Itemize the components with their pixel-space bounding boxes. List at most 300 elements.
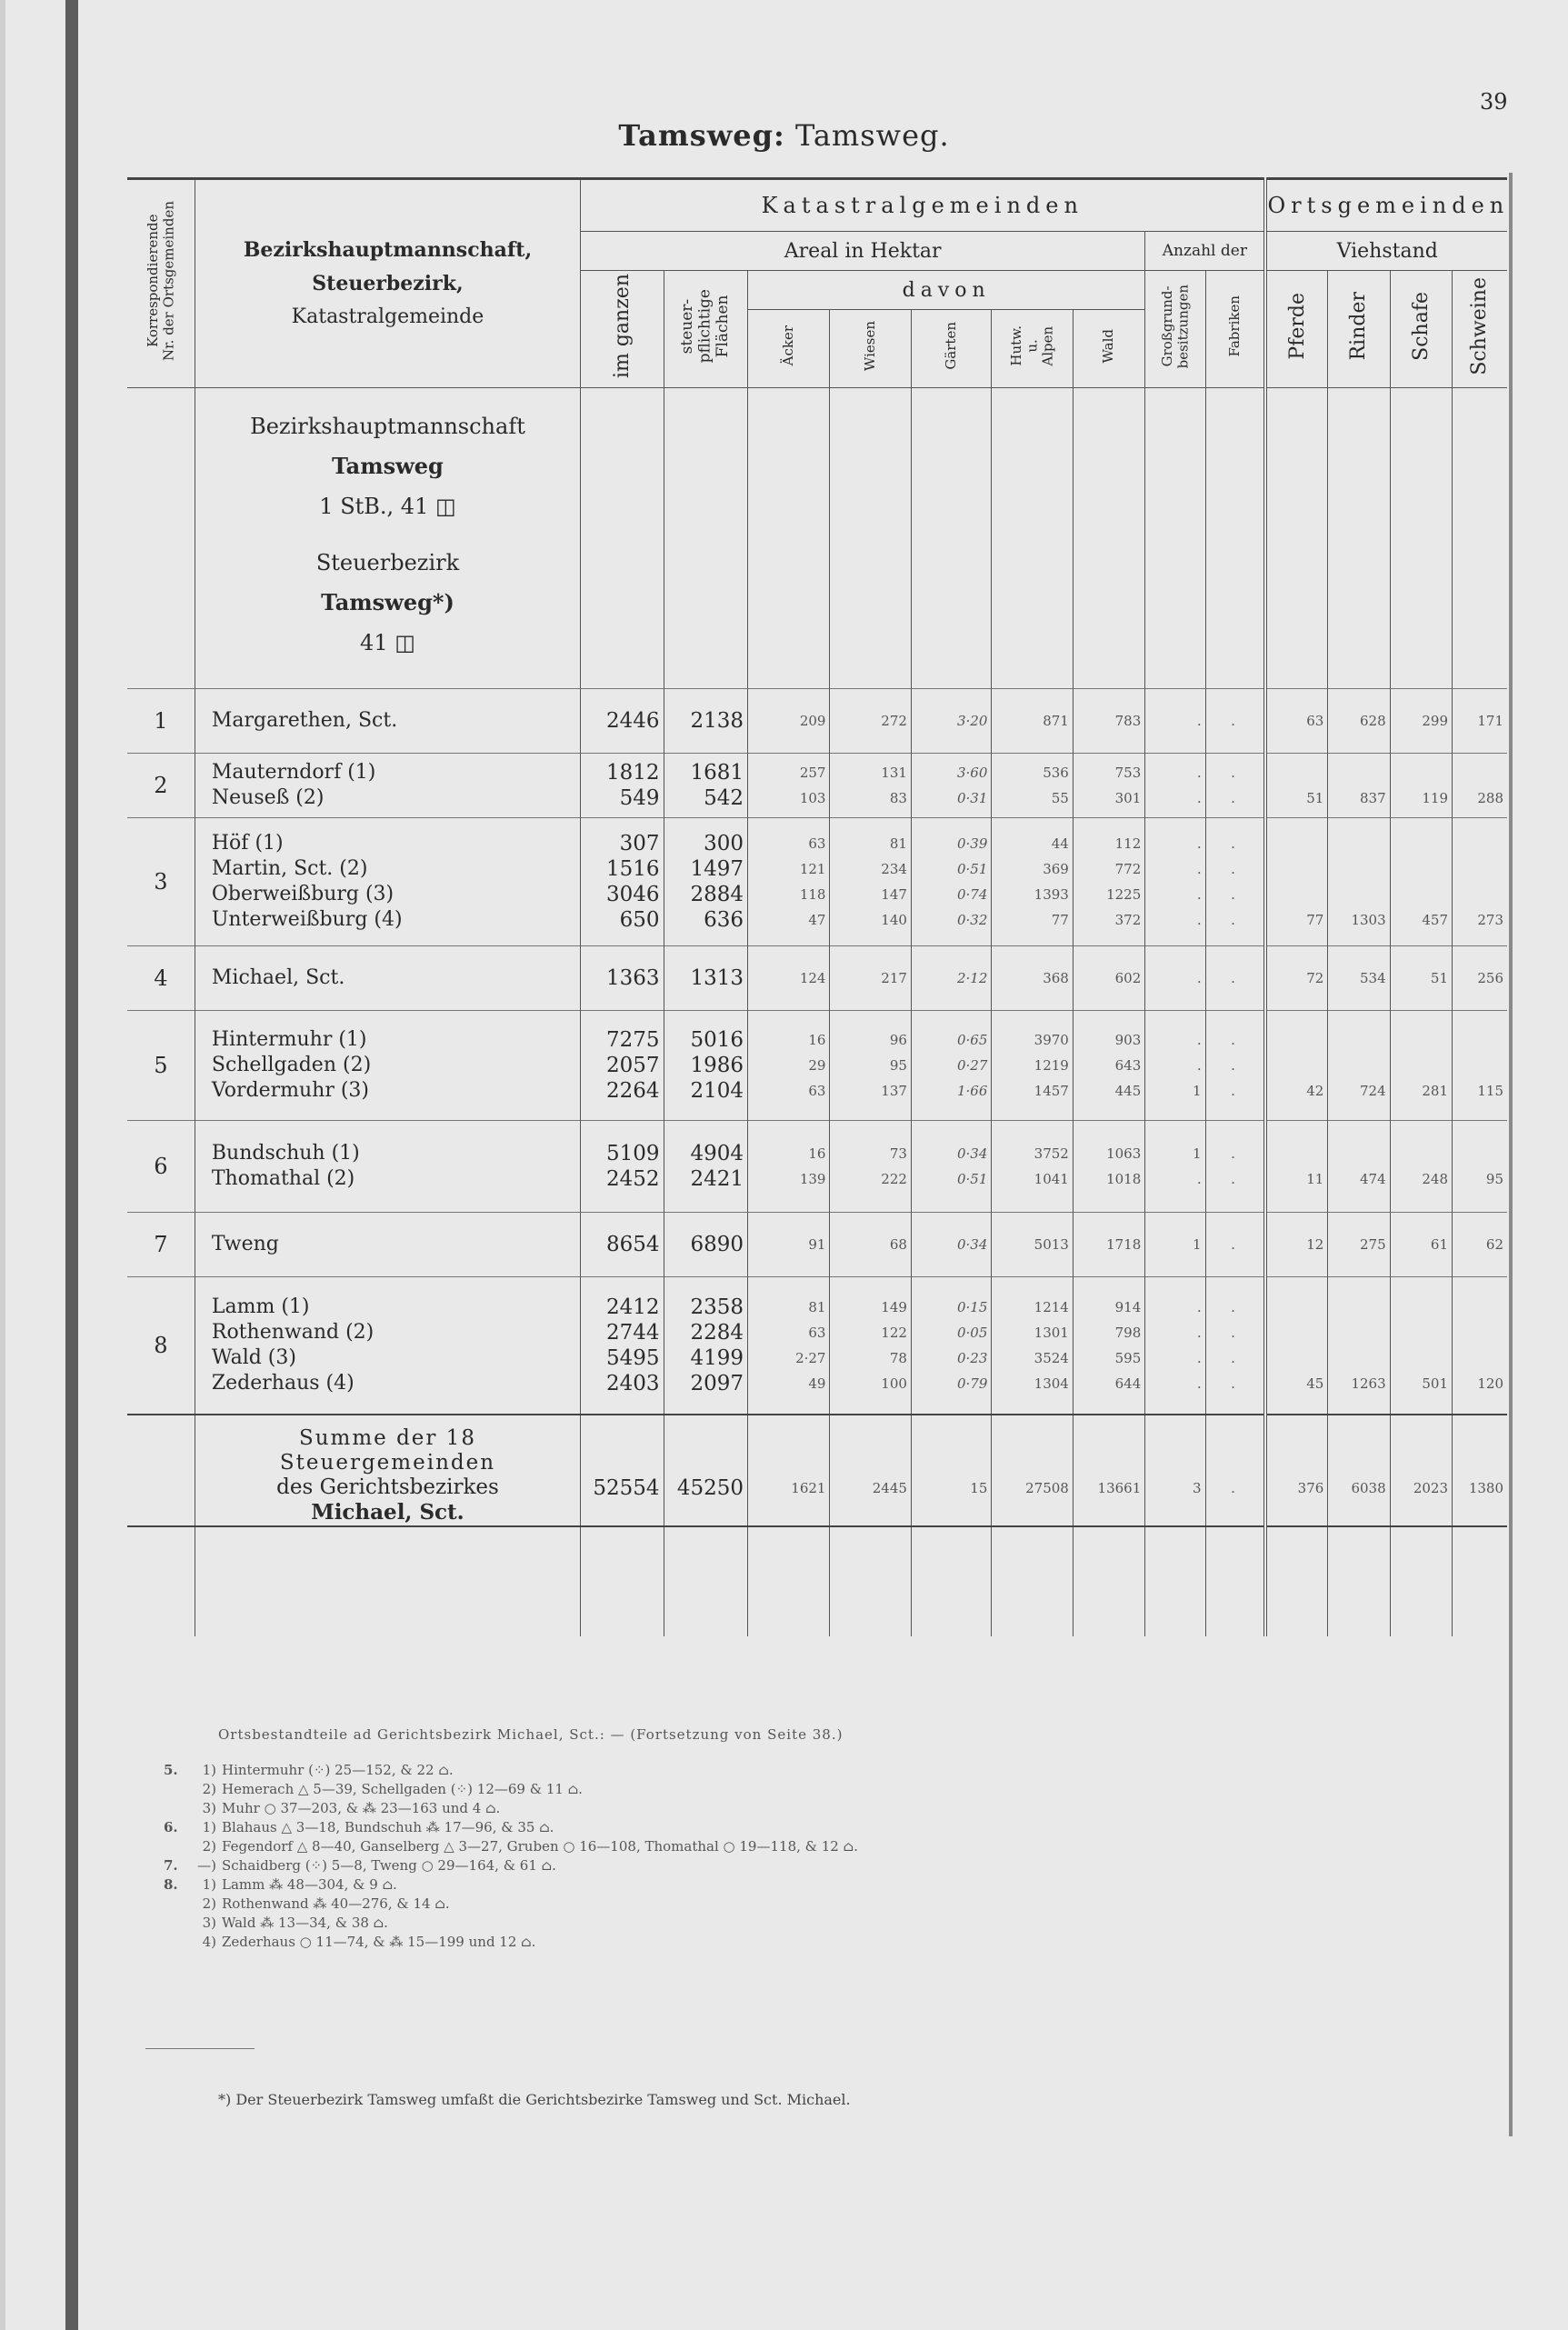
- katastral-name: Bundschuh (1): [211, 1142, 360, 1165]
- value-wald: 798: [1114, 1325, 1142, 1341]
- row-nr: 2: [127, 754, 195, 818]
- value-steuer: 6890: [690, 1233, 744, 1256]
- summary-steuer: 45250: [664, 1415, 747, 1526]
- cell-steuer: [664, 1121, 747, 1213]
- cell-pferde: 72: [1265, 946, 1327, 1011]
- cell-schweine: 120: [1453, 1277, 1508, 1415]
- katastral-name: Tweng: [211, 1233, 279, 1255]
- value-ganz: 5109: [606, 1142, 660, 1165]
- value-hutw: 369: [1043, 861, 1069, 877]
- cell-pferde: 51: [1265, 754, 1327, 818]
- cell-schweine: 95: [1453, 1121, 1508, 1213]
- summary-label: Summe der 18 Steuergemeinden des Gerichtsbezirkes Michael, Sct.: [195, 1415, 580, 1526]
- row-names: [195, 1121, 580, 1213]
- katastral-name: Oberweißburg (3): [211, 883, 394, 905]
- cell-fabr: [1205, 1277, 1265, 1415]
- value-steuer: 2358: [690, 1295, 744, 1319]
- summary-aecker: 1621: [748, 1415, 830, 1526]
- footnote-index: 2): [202, 1838, 216, 1855]
- footnote-text: Schaidberg (⁘) 5—8, Tweng ○ 29—164, & 61 ⌂.: [222, 1857, 556, 1874]
- value-fabr: .: [1231, 1299, 1235, 1315]
- footnote-group: 7.: [164, 1857, 178, 1874]
- cell-wald: [1073, 818, 1144, 946]
- cell-rinder: 724: [1328, 1011, 1390, 1121]
- value-hutw: 1041: [1034, 1171, 1069, 1187]
- footnote-group: [164, 1780, 184, 1799]
- footnote-item: [164, 1895, 1436, 1914]
- value-steuer: 2097: [690, 1372, 744, 1395]
- footnote-item: [164, 1799, 1436, 1818]
- footnote-item: [164, 1780, 1436, 1799]
- footnote-text: Wald ⁂ 13—34, & 38 ⌂.: [222, 1915, 388, 1931]
- header-gaerten: Gärten: [911, 310, 991, 388]
- page-border-right: [1509, 173, 1513, 2136]
- value-wiesen: 222: [881, 1171, 907, 1187]
- footnotes-list: [164, 1761, 1436, 1952]
- value-hutw: 77: [1051, 912, 1069, 928]
- header-fabriken: Fabriken: [1205, 271, 1265, 388]
- cell-schafe: 61: [1390, 1213, 1452, 1277]
- value-steuer: 2421: [690, 1167, 744, 1191]
- value-wald: 445: [1114, 1083, 1142, 1099]
- katastral-name: Wald (3): [211, 1346, 296, 1369]
- header-anzahl: Anzahl der: [1145, 232, 1266, 271]
- value-aecker: 63: [808, 1083, 826, 1099]
- value-ganz: 650: [619, 908, 660, 932]
- header-pferde: Pferde: [1265, 271, 1327, 388]
- header-name: Bezirkshauptmannschaft, Steuerbezirk, Katastralgemeinde: [195, 179, 580, 388]
- value-hutw: 3970: [1034, 1032, 1069, 1048]
- row-names: [195, 946, 580, 1011]
- value-gross: .: [1196, 886, 1202, 903]
- value-fabr: .: [1231, 1145, 1235, 1162]
- katastral-name: Michael, Sct.: [211, 966, 345, 989]
- row-names: [195, 1213, 580, 1277]
- row-nr: 6: [127, 1121, 195, 1213]
- value-steuer: 4904: [690, 1142, 744, 1165]
- value-wiesen: 68: [889, 1236, 907, 1253]
- value-gaerten: 0·34: [956, 1145, 988, 1162]
- value-fabr: .: [1231, 790, 1235, 806]
- cell-schafe: 51: [1390, 946, 1452, 1011]
- value-wald: 1063: [1106, 1145, 1142, 1162]
- footnote-text: Fegendorf △ 8—40, Ganselberg △ 3—27, Gruben ○ 16—108, Thomathal ○ 19—118, & 12 ⌂.: [222, 1838, 858, 1855]
- row-nr: 7: [127, 1213, 195, 1277]
- value-hutw: 1214: [1034, 1299, 1069, 1315]
- value-hutw: 55: [1051, 790, 1069, 806]
- value-ganz: 1363: [606, 966, 660, 990]
- value-gross: 1: [1193, 1083, 1202, 1099]
- footnotes: [164, 1725, 1436, 1952]
- value-aecker: 103: [799, 790, 826, 806]
- table-row: [127, 1213, 1507, 1277]
- cell-aecker: [748, 1121, 830, 1213]
- cell-wiesen: [830, 946, 911, 1011]
- cell-fabr: [1205, 1121, 1265, 1213]
- cell-schweine: 115: [1453, 1011, 1508, 1121]
- value-aecker: 81: [808, 1299, 826, 1315]
- footnote-group: [164, 1799, 184, 1818]
- value-hutw: 1219: [1034, 1057, 1069, 1074]
- value-wald: 372: [1114, 912, 1142, 928]
- value-steuer: 5016: [690, 1028, 744, 1052]
- cell-hutw: [992, 1277, 1073, 1415]
- cell-gross: [1145, 1213, 1205, 1277]
- footnote-group: 5.: [164, 1762, 178, 1778]
- table-row: [127, 1011, 1507, 1121]
- value-ganz: 2057: [606, 1054, 660, 1077]
- binding-strip: [65, 0, 78, 2330]
- value-steuer: 542: [704, 786, 744, 810]
- footnote-text: Blahaus △ 3—18, Bundschuh ⁂ 17—96, & 35 ⌂.: [222, 1819, 554, 1835]
- cell-steuer: [664, 1213, 747, 1277]
- cell-fabr: [1205, 689, 1265, 754]
- cell-rinder: 628: [1328, 689, 1390, 754]
- value-wald: 644: [1114, 1375, 1142, 1392]
- intro-row: [127, 388, 1507, 689]
- value-gross: .: [1196, 765, 1202, 781]
- header-katastral: Katastralgemeinden: [581, 179, 1266, 232]
- katastral-name: Lamm (1): [211, 1295, 310, 1318]
- value-gross: .: [1196, 1325, 1202, 1341]
- row-names: [195, 818, 580, 946]
- katastral-name: Unterweißburg (4): [211, 908, 403, 931]
- value-ganz: 307: [619, 832, 660, 855]
- table-row: [127, 818, 1507, 946]
- value-wiesen: 83: [889, 790, 907, 806]
- value-wiesen: 149: [881, 1299, 907, 1315]
- cell-fabr: [1205, 1011, 1265, 1121]
- value-aecker: 121: [799, 861, 826, 877]
- cell-wiesen: [830, 1277, 911, 1415]
- value-wiesen: 137: [881, 1083, 907, 1099]
- footnote-index: 2): [202, 1895, 216, 1912]
- footnote-group: 8.: [164, 1876, 178, 1893]
- value-ganz: 5495: [606, 1346, 660, 1370]
- cell-wiesen: [830, 689, 911, 754]
- footnote-index: 2): [202, 1781, 216, 1797]
- cell-wiesen: [830, 1011, 911, 1121]
- footnote-group: [164, 1914, 184, 1933]
- cell-schweine: 256: [1453, 946, 1508, 1011]
- cell-aecker: [748, 1213, 830, 1277]
- value-gaerten: 0·51: [956, 861, 988, 877]
- cell-ganz: [581, 689, 664, 754]
- value-wiesen: 81: [889, 835, 907, 852]
- cell-rinder: 534: [1328, 946, 1390, 1011]
- value-gross: 1: [1193, 1236, 1202, 1253]
- value-aecker: 16: [808, 1145, 826, 1162]
- header-wiesen: Wiesen: [830, 310, 911, 388]
- cell-fabr: [1205, 754, 1265, 818]
- cell-schafe: 457: [1390, 818, 1452, 946]
- cell-rinder: 1263: [1328, 1277, 1390, 1415]
- trailing-blank-row: [127, 1526, 1507, 1636]
- value-gross: .: [1196, 835, 1202, 852]
- katastral-name: Neuseß (2): [211, 786, 325, 809]
- value-wald: 772: [1114, 861, 1142, 877]
- cell-steuer: [664, 754, 747, 818]
- cell-rinder: 837: [1328, 754, 1390, 818]
- value-aecker: 124: [799, 970, 826, 986]
- value-hutw: 3752: [1034, 1145, 1069, 1162]
- cell-pferde: 45: [1265, 1277, 1327, 1415]
- value-wiesen: 122: [881, 1325, 907, 1341]
- cell-wald: [1073, 1121, 1144, 1213]
- header-nr: Korrespondierende Nr. der Ortsgemeinden: [127, 179, 195, 388]
- row-nr: 4: [127, 946, 195, 1011]
- header-gross: Großgrund- besitzungen: [1145, 271, 1205, 388]
- cell-rinder: 1303: [1328, 818, 1390, 946]
- value-wald: 595: [1114, 1350, 1142, 1366]
- value-gaerten: 0·23: [956, 1350, 988, 1366]
- cell-schafe: 501: [1390, 1277, 1452, 1415]
- footnote-group: [164, 1895, 184, 1914]
- value-steuer: 1313: [690, 966, 744, 990]
- summary-gross: 3: [1145, 1415, 1205, 1526]
- value-ganz: 1812: [606, 761, 660, 785]
- cell-steuer: [664, 946, 747, 1011]
- header-ganzen: im ganzen: [581, 271, 664, 388]
- footnote-rule: [145, 2048, 255, 2049]
- table-row: [127, 754, 1507, 818]
- value-gaerten: 0·27: [956, 1057, 988, 1074]
- value-ganz: 3046: [606, 883, 660, 906]
- value-steuer: 2884: [690, 883, 744, 906]
- cell-schafe: 248: [1390, 1121, 1452, 1213]
- cell-aecker: [748, 1277, 830, 1415]
- value-ganz: 549: [619, 786, 660, 810]
- cell-gaerten: [911, 1011, 991, 1121]
- footnote-index: —): [197, 1857, 216, 1874]
- footnote-item: [164, 1875, 1436, 1895]
- value-wiesen: 100: [881, 1375, 907, 1392]
- header-wald: Wald: [1073, 310, 1144, 388]
- value-gross: .: [1196, 861, 1202, 877]
- value-fabr: .: [1231, 1032, 1235, 1048]
- cell-hutw: [992, 818, 1073, 946]
- table-row: [127, 1121, 1507, 1213]
- value-hutw: 44: [1051, 835, 1069, 852]
- table-row: [127, 946, 1507, 1011]
- cell-aecker: [748, 818, 830, 946]
- katastral-name: Schellgaden (2): [211, 1054, 372, 1076]
- value-hutw: 1301: [1034, 1325, 1069, 1341]
- value-aecker: 139: [799, 1171, 826, 1187]
- value-wald: 903: [1114, 1032, 1142, 1048]
- header-hutw: Hutw. u. Alpen: [992, 310, 1073, 388]
- value-fabr: .: [1231, 970, 1235, 986]
- page-edge: [0, 0, 5, 2330]
- cell-gaerten: [911, 818, 991, 946]
- cell-steuer: [664, 1011, 747, 1121]
- value-gross: 1: [1193, 1145, 1202, 1162]
- value-steuer: 2284: [690, 1321, 744, 1345]
- row-nr: 1: [127, 689, 195, 754]
- page-title-bold: Tamsweg:: [618, 118, 785, 153]
- summary-wald: 13661: [1073, 1415, 1144, 1526]
- value-ganz: 2403: [606, 1372, 660, 1395]
- value-steuer: 4199: [690, 1346, 744, 1370]
- header-davon: davon: [748, 271, 1145, 310]
- value-ganz: 2446: [606, 709, 660, 733]
- cell-wiesen: [830, 1121, 911, 1213]
- value-ganz: 2412: [606, 1295, 660, 1319]
- value-fabr: .: [1231, 861, 1235, 877]
- value-gaerten: 1·66: [956, 1083, 988, 1099]
- header-viehstand: Viehstand: [1265, 232, 1507, 271]
- cell-fabr: [1205, 1213, 1265, 1277]
- row-nr: 5: [127, 1011, 195, 1121]
- cell-schweine: 288: [1453, 754, 1508, 818]
- header-ortsgemeinden: Ortsgemeinden: [1265, 179, 1507, 232]
- table-row: [127, 689, 1507, 754]
- summary-row: [127, 1415, 1507, 1526]
- footnote-text: Zederhaus ○ 11—74, & ⁂ 15—199 und 12 ⌂.: [222, 1934, 536, 1950]
- cell-ganz: [581, 1213, 664, 1277]
- value-hutw: 871: [1043, 713, 1069, 729]
- page-title-rest: Tamsweg.: [784, 118, 950, 153]
- row-names: [195, 1277, 580, 1415]
- value-hutw: 1304: [1034, 1375, 1069, 1392]
- footnote-text: Lamm ⁂ 48—304, & 9 ⌂.: [222, 1876, 397, 1893]
- value-gross: .: [1196, 1057, 1202, 1074]
- value-aecker: 257: [799, 765, 826, 781]
- value-aecker: 16: [808, 1032, 826, 1048]
- value-hutw: 5013: [1034, 1236, 1069, 1253]
- value-hutw: 536: [1043, 765, 1069, 781]
- value-steuer: 2138: [690, 709, 744, 733]
- value-fabr: .: [1231, 912, 1235, 928]
- footnote-group: 6.: [164, 1819, 178, 1835]
- footnote-item: [164, 1818, 1436, 1837]
- cell-pferde: 63: [1265, 689, 1327, 754]
- value-wiesen: 234: [881, 861, 907, 877]
- intro-block: Bezirkshauptmannschaft Tamsweg 1 StB., 41 ◫ Steuerbezirk Tamsweg*) 41 ◫: [195, 388, 580, 689]
- value-steuer: 300: [704, 832, 744, 855]
- footnote-group: [164, 1933, 184, 1952]
- value-wald: 112: [1114, 835, 1142, 852]
- cell-gross: [1145, 818, 1205, 946]
- value-gross: .: [1196, 1032, 1202, 1048]
- cell-ganz: [581, 818, 664, 946]
- cell-wald: [1073, 1277, 1144, 1415]
- value-wiesen: 217: [881, 970, 907, 986]
- value-steuer: 1986: [690, 1054, 744, 1077]
- cell-gross: [1145, 1011, 1205, 1121]
- value-hutw: 3524: [1034, 1350, 1069, 1366]
- value-wald: 1018: [1106, 1171, 1142, 1187]
- value-wald: 753: [1114, 765, 1142, 781]
- cell-wiesen: [830, 754, 911, 818]
- katastral-name: Martin, Sct. (2): [211, 857, 368, 880]
- table-row: [127, 1277, 1507, 1415]
- value-fabr: .: [1231, 1325, 1235, 1341]
- summary-schafe: 2023: [1390, 1415, 1452, 1526]
- value-gross: .: [1196, 1350, 1202, 1366]
- cell-gross: [1145, 946, 1205, 1011]
- cell-aecker: [748, 1011, 830, 1121]
- cell-ganz: [581, 946, 664, 1011]
- value-wald: 1225: [1106, 886, 1142, 903]
- value-aecker: 63: [808, 835, 826, 852]
- footnote-item: [164, 1837, 1436, 1856]
- value-ganz: 2744: [606, 1321, 660, 1345]
- cell-pferde: 12: [1265, 1213, 1327, 1277]
- value-wiesen: 147: [881, 886, 907, 903]
- value-gaerten: 0·65: [956, 1032, 988, 1048]
- summary-gaerten: 15: [911, 1415, 991, 1526]
- row-nr: 3: [127, 818, 195, 946]
- cell-wald: [1073, 1011, 1144, 1121]
- value-fabr: .: [1231, 835, 1235, 852]
- cell-gross: [1145, 1121, 1205, 1213]
- value-wald: 914: [1114, 1299, 1142, 1315]
- value-gaerten: 0·15: [956, 1299, 988, 1315]
- footnote-index: 4): [202, 1934, 216, 1950]
- value-wald: 783: [1114, 713, 1142, 729]
- cell-gaerten: [911, 1213, 991, 1277]
- cell-pferde: 77: [1265, 818, 1327, 946]
- katastral-name: Margarethen, Sct.: [211, 709, 398, 732]
- katastral-name: Zederhaus (4): [211, 1372, 355, 1395]
- value-fabr: .: [1231, 1375, 1235, 1392]
- header-aecker: Äcker: [748, 310, 830, 388]
- cell-aecker: [748, 754, 830, 818]
- header-schweine: Schweine: [1453, 271, 1508, 388]
- value-gaerten: 0·31: [956, 790, 988, 806]
- value-gross: .: [1196, 790, 1202, 806]
- footnote-index: 3): [202, 1800, 216, 1816]
- footnote-item: [164, 1761, 1436, 1780]
- value-hutw: 368: [1043, 970, 1069, 986]
- cell-schweine: 62: [1453, 1213, 1508, 1277]
- cell-gaerten: [911, 754, 991, 818]
- cell-steuer: [664, 1277, 747, 1415]
- footnote-item: [164, 1856, 1436, 1875]
- cell-wiesen: [830, 818, 911, 946]
- katastral-name: Höf (1): [211, 832, 284, 855]
- summary-hutw: 27508: [992, 1415, 1073, 1526]
- cell-schafe: 119: [1390, 754, 1452, 818]
- footnote-index: 1): [202, 1876, 216, 1893]
- value-ganz: 8654: [606, 1233, 660, 1256]
- value-gross: .: [1196, 1375, 1202, 1392]
- cell-ganz: [581, 1011, 664, 1121]
- value-wiesen: 73: [889, 1145, 907, 1162]
- value-gaerten: 0·39: [956, 835, 988, 852]
- value-wiesen: 95: [889, 1057, 907, 1074]
- cell-schweine: 273: [1453, 818, 1508, 946]
- value-hutw: 1457: [1034, 1083, 1069, 1099]
- value-fabr: .: [1231, 1057, 1235, 1074]
- value-wiesen: 78: [889, 1350, 907, 1366]
- footnote-text: Hintermuhr (⁘) 25—152, & 22 ⌂.: [222, 1762, 454, 1778]
- value-wiesen: 272: [881, 713, 907, 729]
- cell-rinder: 474: [1328, 1121, 1390, 1213]
- cell-gross: [1145, 689, 1205, 754]
- cell-steuer: [664, 689, 747, 754]
- value-ganz: 1516: [606, 857, 660, 881]
- value-fabr: .: [1231, 886, 1235, 903]
- value-ganz: 2452: [606, 1167, 660, 1191]
- cell-gross: [1145, 1277, 1205, 1415]
- page-number: 39: [1480, 89, 1508, 115]
- value-gross: .: [1196, 912, 1202, 928]
- value-ganz: 2264: [606, 1079, 660, 1103]
- value-aecker: 63: [808, 1325, 826, 1341]
- katastral-name: Mauterndorf (1): [211, 761, 376, 784]
